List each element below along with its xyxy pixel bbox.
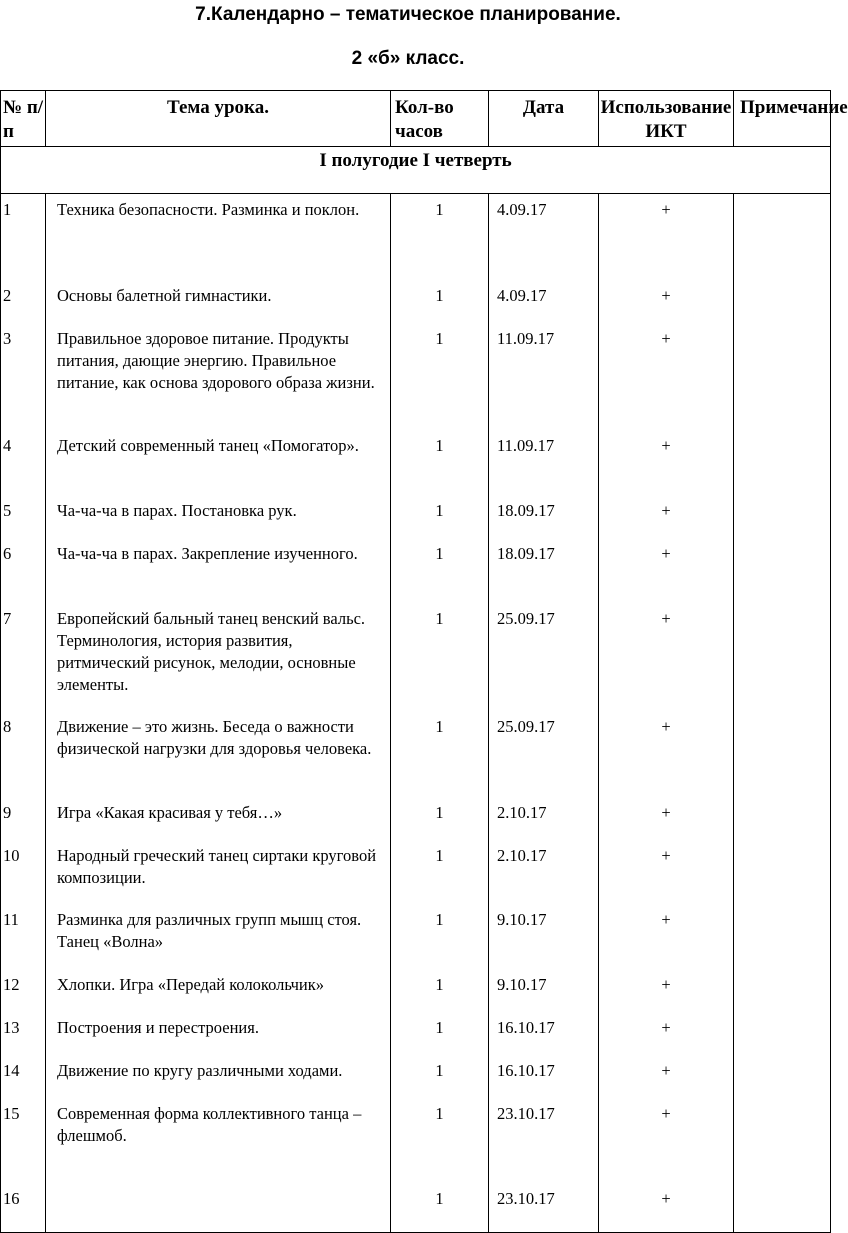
cell-hours: 1 <box>391 543 489 608</box>
lesson-plan-table-wrapper <box>0 90 848 1233</box>
cell-topic: Детский современный танец «Помогатор». <box>46 435 391 500</box>
cell-hours: 1 <box>391 1060 489 1103</box>
cell-notes <box>734 802 831 845</box>
header-row <box>1 91 831 147</box>
table-row <box>1 845 831 909</box>
cell-ict: + <box>599 845 734 909</box>
table-row <box>1 974 831 1017</box>
cell-hours: 1 <box>391 435 489 500</box>
cell-date: 16.10.17 <box>489 1060 599 1103</box>
cell-date: 2.10.17 <box>489 845 599 909</box>
header-ict: Использование ИКТ <box>599 91 734 147</box>
cell-hours: 1 <box>391 909 489 974</box>
table-row <box>1 1168 831 1233</box>
cell-notes <box>734 500 831 543</box>
table-row <box>1 1103 831 1168</box>
cell-date: 2.10.17 <box>489 802 599 845</box>
cell-notes <box>734 328 831 435</box>
cell-topic: Движение – это жизнь. Беседа о важности физической нагрузки для здоровья человека. <box>46 716 391 802</box>
cell-num: 4 <box>1 435 46 500</box>
cell-topic <box>46 1168 391 1233</box>
cell-hours: 1 <box>391 1168 489 1233</box>
cell-ict: + <box>599 802 734 845</box>
cell-date: 11.09.17 <box>489 435 599 500</box>
cell-num: 8 <box>1 716 46 802</box>
cell-notes <box>734 1017 831 1060</box>
cell-date: 4.09.17 <box>489 194 599 286</box>
cell-topic: Ча-ча-ча в парах. Постановка рук. <box>46 500 391 543</box>
cell-date: 18.09.17 <box>489 500 599 543</box>
cell-num: 5 <box>1 500 46 543</box>
cell-date: 16.10.17 <box>489 1017 599 1060</box>
cell-num: 3 <box>1 328 46 435</box>
cell-date: 18.09.17 <box>489 543 599 608</box>
cell-ict: + <box>599 500 734 543</box>
cell-hours: 1 <box>391 974 489 1017</box>
cell-notes <box>734 909 831 974</box>
cell-ict: + <box>599 1060 734 1103</box>
cell-num: 15 <box>1 1103 46 1168</box>
cell-topic: Правильное здоровое питание. Продукты питания, дающие энергию. Правильное питание, как основа здорового образа жизни. <box>46 328 391 435</box>
cell-ict: + <box>599 285 734 328</box>
cell-hours: 1 <box>391 802 489 845</box>
header-topic: Тема урока. <box>46 91 391 147</box>
cell-ict: + <box>599 328 734 435</box>
cell-notes <box>734 1168 831 1233</box>
cell-topic: Игра «Какая красивая у тебя…» <box>46 802 391 845</box>
quarter-title: I полугодие I четверть <box>1 147 831 194</box>
table-row <box>1 543 831 608</box>
cell-notes <box>734 1060 831 1103</box>
cell-topic: Движение по кругу различными ходами. <box>46 1060 391 1103</box>
cell-num: 14 <box>1 1060 46 1103</box>
table-row <box>1 802 831 845</box>
cell-topic: Построения и перестроения. <box>46 1017 391 1060</box>
quarter-row <box>1 147 831 194</box>
table-row <box>1 1060 831 1103</box>
cell-date: 25.09.17 <box>489 716 599 802</box>
cell-num: 10 <box>1 845 46 909</box>
cell-notes <box>734 285 831 328</box>
cell-hours: 1 <box>391 285 489 328</box>
table-row <box>1 608 831 716</box>
cell-date: 4.09.17 <box>489 285 599 328</box>
cell-ict: + <box>599 1017 734 1060</box>
table-row <box>1 194 831 286</box>
cell-topic: Разминка для различных групп мышц стоя. Танец «Волна» <box>46 909 391 974</box>
cell-notes <box>734 608 831 716</box>
cell-ict: + <box>599 909 734 974</box>
cell-topic: Европейский бальный танец венский вальс. Терминология, история развития, ритмический рисунок, мелодии, основные элементы. <box>46 608 391 716</box>
header-notes: Примечание <box>734 91 831 147</box>
cell-ict: + <box>599 1168 734 1233</box>
cell-notes <box>734 845 831 909</box>
cell-ict: + <box>599 194 734 286</box>
cell-hours: 1 <box>391 500 489 543</box>
cell-notes <box>734 194 831 286</box>
cell-num: 11 <box>1 909 46 974</box>
cell-num: 7 <box>1 608 46 716</box>
cell-num: 9 <box>1 802 46 845</box>
cell-hours: 1 <box>391 716 489 802</box>
cell-hours: 1 <box>391 1103 489 1168</box>
cell-num: 1 <box>1 194 46 286</box>
cell-num: 12 <box>1 974 46 1017</box>
table-row <box>1 716 831 802</box>
cell-hours: 1 <box>391 1017 489 1060</box>
cell-topic: Ча-ча-ча в парах. Закрепление изученного. <box>46 543 391 608</box>
cell-hours: 1 <box>391 194 489 286</box>
table-row <box>1 285 831 328</box>
document-subtitle: 2 «б» класс. <box>351 48 465 69</box>
cell-topic: Техника безопасности. Разминка и поклон. <box>46 194 391 286</box>
cell-ict: + <box>599 1103 734 1168</box>
cell-ict: + <box>599 974 734 1017</box>
cell-num: 6 <box>1 543 46 608</box>
table-row <box>1 909 831 974</box>
lesson-rows <box>1 194 831 1233</box>
cell-notes <box>734 435 831 500</box>
cell-hours: 1 <box>391 845 489 909</box>
cell-date: 23.10.17 <box>489 1103 599 1168</box>
cell-date: 9.10.17 <box>489 909 599 974</box>
cell-topic: Основы балетной гимнастики. <box>46 285 391 328</box>
cell-date: 23.10.17 <box>489 1168 599 1233</box>
document-title: 7.Календарно – тематическое планирование. <box>195 4 621 25</box>
table-row <box>1 500 831 543</box>
header-hours: Кол-во часов <box>391 91 489 147</box>
table-row <box>1 1017 831 1060</box>
cell-ict: + <box>599 716 734 802</box>
cell-topic: Хлопки. Игра «Передай колокольчик» <box>46 974 391 1017</box>
cell-notes <box>734 716 831 802</box>
cell-date: 9.10.17 <box>489 974 599 1017</box>
table-row <box>1 435 831 500</box>
cell-topic: Народный греческий танец сиртаки круговой композиции. <box>46 845 391 909</box>
cell-ict: + <box>599 543 734 608</box>
cell-num: 16 <box>1 1168 46 1233</box>
cell-hours: 1 <box>391 608 489 716</box>
lesson-plan-table <box>0 90 848 1233</box>
cell-notes <box>734 974 831 1017</box>
header-date: Дата <box>489 91 599 147</box>
cell-date: 25.09.17 <box>489 608 599 716</box>
table-row <box>1 328 831 435</box>
cell-notes <box>734 543 831 608</box>
cell-num: 13 <box>1 1017 46 1060</box>
cell-hours: 1 <box>391 328 489 435</box>
cell-ict: + <box>599 608 734 716</box>
cell-num: 2 <box>1 285 46 328</box>
cell-ict: + <box>599 435 734 500</box>
cell-date: 11.09.17 <box>489 328 599 435</box>
header-num: № п/п <box>1 91 46 147</box>
cell-notes <box>734 1103 831 1168</box>
cell-topic: Современная форма коллективного танца – флешмоб. <box>46 1103 391 1168</box>
